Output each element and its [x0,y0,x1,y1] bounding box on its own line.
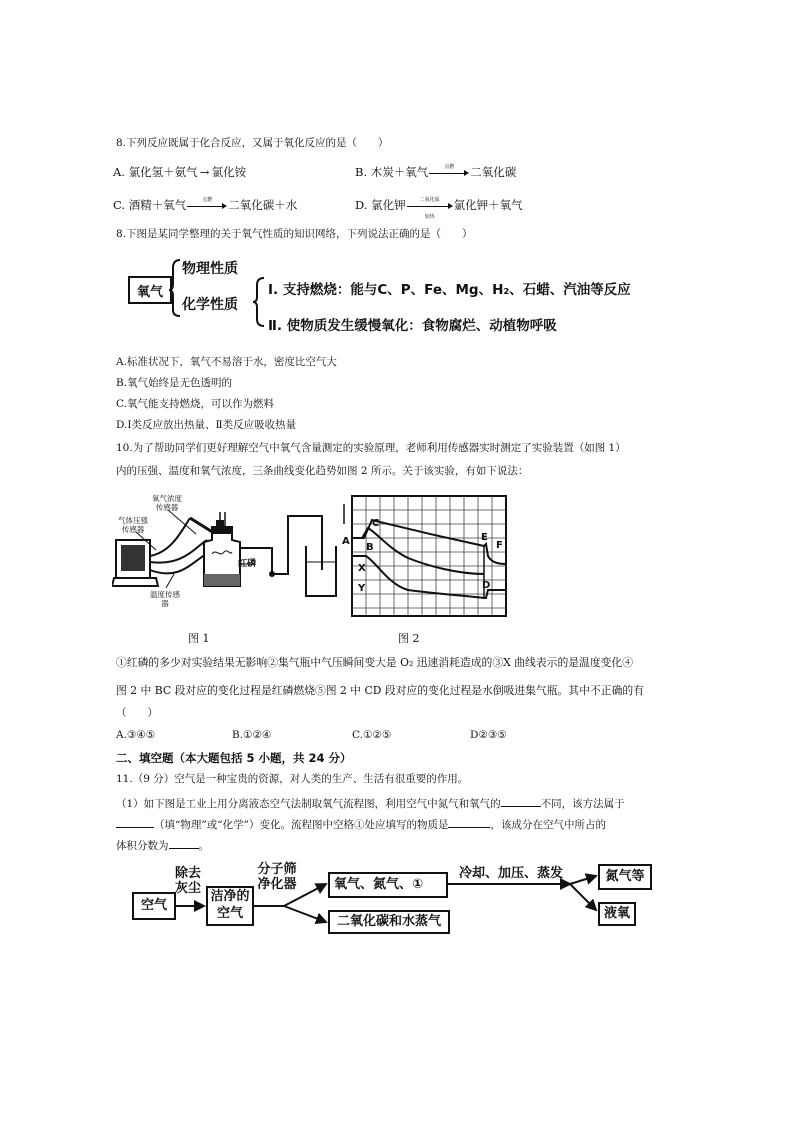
reaction-arrow-icon [407,197,453,220]
q11-part1-text-d: ，该成分在空气中所占的 [490,819,606,831]
flow-step1-line1: 除去 [174,866,201,881]
clamp-icon [269,571,275,577]
diagram-root-label: 氧气 [136,285,163,300]
q10-stem-line1: 10.为了帮助同学们更好理解空气中氧气含量测定的实验原理，老师利用传感器实时测定了实验装置（如图 1） [116,442,626,454]
q8a-option-c-left: C. 酒精＋氧气 [113,198,187,212]
q8a-option-b[interactable] [355,164,516,180]
chart-point-c: C [372,518,380,529]
q11-part1-line2 [116,817,606,832]
flow-step-molecular-sieve [252,862,302,892]
flow-liquid-oxygen: 液氧 [598,902,636,926]
flow-gases: 氧气、氮气、① [328,872,448,898]
reaction-condition: 点燃 [444,164,455,170]
reaction-arrow-icon [187,197,227,211]
sensor-label-pressure: 气体压强传感器 [118,516,148,534]
chart-point-y: Y [358,583,366,594]
q8a-stem: 8.下列反应既属于化合反应，又属于氧化反应的是（ ） [116,137,389,149]
apparatus-figure [112,490,337,620]
sensor-curve-chart [338,494,510,620]
diagram-root-box [128,276,172,304]
q8b-stem: 8.下图是某同学整理的关于氧气性质的知识网络，下列说法正确的是（ ） [116,228,473,240]
q10-option-d[interactable]: D②③⑤ [470,729,507,741]
q11-part1-text-a: （1）如下图是工业上用分离液态空气法制取氧气流程图，利用空气中氮气和氧气的 [116,798,501,810]
q8a-option-a-right: 氯化铵 [211,165,247,179]
chart-point-b: B [366,542,374,553]
q8b-option-b[interactable]: B.氧气始终是无色透明的 [116,377,233,389]
flow-step1-line2: 灰尘 [174,881,201,896]
q8b-option-a[interactable]: A.标准状况下，氧气不易溶于水，密度比空气大 [116,356,337,368]
flow-step2-line1: 分子筛 [257,862,297,877]
q10-option-b[interactable]: B.①②④ [232,729,272,741]
q8a-option-d-left: D. 氯化钾 [355,198,406,212]
diagram-physical: 物理性质 [182,261,238,277]
flow-clean-air [206,886,254,926]
q8a-option-d[interactable] [355,197,523,220]
red-phosphorus-label: 红磷 [238,559,257,569]
section-2-heading: 二、填空题（本大题包括 5 小题，共 24 分） [116,751,352,765]
reaction-arrow-icon [429,164,469,178]
laptop-screen [121,545,145,571]
q11-part1-text-f: 。 [198,840,209,852]
reaction-condition-top: 二氧化锰 [419,197,440,203]
chart-point-e: E [481,532,488,543]
diagram-chemical: 化学性质 [182,297,238,313]
q8a-option-c-right: 二氧化碳＋水 [228,198,298,212]
q10-statements-line2: 图 2 中 BC 段对应的变化过程是红磷燃烧⑤图 2 中 CD 段对应的变化过程是水倒吸进集气瓶。其中不正确的有 [116,684,644,697]
answer-blank-3[interactable] [448,817,490,828]
q10-option-c[interactable]: C.①②⑤ [352,729,392,741]
figure-1-caption: 图 1 [188,632,210,645]
q8b-option-c[interactable]: C.氧气能支持燃烧，可以作为燃料 [116,398,274,410]
flow-co2-water: 二氧化碳和水蒸气 [328,910,450,934]
q11-part1-text-b: 不同，该方法属于 [540,798,625,810]
diagram-item-2: Ⅱ. 使物质发生缓慢氧化：食物腐烂、动植物呼吸 [268,318,557,334]
answer-blank-4[interactable] [169,838,199,849]
flow-clean-line1: 洁净的 [210,889,250,904]
q8b-option-d[interactable]: D.Ⅰ类反应放出热量、Ⅱ类反应吸收热量 [116,419,297,431]
flow-step2-line2: 净化器 [257,877,297,892]
q10-stem-line2: 内的压强、温度和氧气浓度，三条曲线变化趋势如图 2 所示。关于该实验，有如下说法： [116,465,529,477]
answer-blank-1[interactable] [501,796,541,807]
arrow-icon: → [199,165,210,179]
q11-part1-text-c: （填“物理”或“化学”）变化。流程图中空格①处应填写的物质是 [154,819,449,831]
q11-part1-line1 [116,796,625,811]
q10-statements-line1: ①红磷的多少对实验结果无影响②集气瓶中气压瞬间变大是 O₂ 迅速消耗造成的③X 曲线表示的是温度变化④ [116,656,634,669]
flow-step-remove-dust [170,866,206,896]
flow-step-cool: 冷却、加压、蒸发 [458,866,563,881]
brace-icon [168,258,182,318]
air-separation-flowchart [126,862,666,932]
q11-part1-line3 [116,838,209,853]
chart-point-x: X [358,563,366,574]
q8a-option-b-left: B. 木炭＋氧气 [355,165,429,179]
sensor-label-temperature: 温度传感器 [150,590,180,608]
brace-icon [252,276,266,328]
reaction-condition-bottom: 加热 [424,214,435,220]
q10-answer-paren: （ ） [116,707,158,719]
flow-clean-line2: 空气 [216,906,243,921]
chart-point-a: A [342,536,350,547]
q8a-option-d-right: 氯化钾＋氧气 [453,198,523,212]
chart-point-d: D [482,580,491,591]
answer-blank-2[interactable] [116,817,154,828]
sensor-label-oxygen: 氧气浓度传感器 [152,494,182,512]
q11-stem: 11.（9 分）空气是一种宝贵的资源，对人类的生产、生活有很重要的作用。 [116,773,469,785]
chart-point-f: F [496,540,503,551]
q8a-option-a[interactable] [113,164,246,180]
figure-2-caption: 图 2 [398,632,420,645]
oxygen-knowledge-diagram [118,254,631,340]
flow-air: 空气 [132,892,176,920]
reaction-condition: 点燃 [202,197,213,203]
q10-option-a[interactable]: A.③④⑤ [116,729,156,741]
diagram-item-1: Ⅰ. 支持燃烧：能与C、P、Fe、Mg、H₂、石蜡、汽油等反应 [268,282,631,298]
flow-nitrogen: 氮气等 [598,864,652,890]
q8a-option-c[interactable] [113,197,297,213]
q8a-option-a-left: A. 氯化氢＋氨气 [113,165,198,179]
q8a-option-b-right: 二氧化碳 [470,165,517,179]
q11-part1-text-e: 体积分数为 [116,840,169,852]
